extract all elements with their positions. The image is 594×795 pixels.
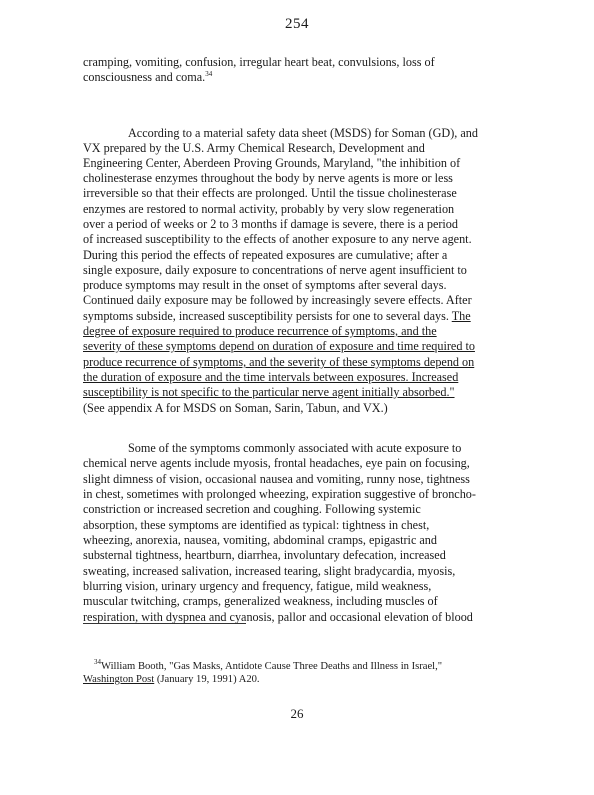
paragraph-2-line-12: Continued daily exposure may be followed by increasingly severe effects. After (83, 293, 472, 307)
page-number-top: 254 (285, 16, 309, 32)
paragraph-2-line-10: single exposure, daily exposure to concentrations of nerve agent insufficient to (83, 263, 467, 277)
footnote-line-1 (94, 658, 443, 673)
paragraph-2-line-8: of increased susceptibility to the effects of another exposure to any nerve agent. (83, 232, 472, 246)
paragraph-3-line-7: wheezing, anorexia, nausea, vomiting, abdominal cramps, epigastric and (83, 533, 437, 547)
paragraph-2-line-2: VX prepared by the U.S. Army Chemical Research, Development and (83, 141, 425, 155)
footnote-divider (83, 623, 246, 624)
underlined-quote-line-3: produce recurrence of symptoms, and the severity of these symptoms depend on (83, 355, 475, 369)
footnote-date: (January 19, 1991) A20. (154, 674, 260, 685)
paragraph-3-line-6: absorption, these symptoms are identified as typical: tightness in chest, (83, 518, 430, 532)
paragraph-3-line-4: in chest, sometimes with prolonged wheezing, expiration suggestive of broncho- (83, 487, 476, 501)
paragraph-2-closing-line: (See appendix A for MSDS on Soman, Sarin, Tabun, and VX.) (83, 401, 388, 415)
paragraph-1-line-2 (83, 70, 212, 84)
paragraph-3-line-1: Some of the symptoms commonly associated with acute exposure to (128, 441, 462, 455)
footnote-marker: 34 (94, 658, 101, 666)
paragraph-3-line-10: blurring vision, urinary urgency and frequency, fatigue, mild weakness, (83, 579, 432, 593)
underlined-quote-line-2: severity of these symptoms depend on duration of exposure and time required to (83, 339, 475, 353)
paragraph-3-line-3: slight dimness of vision, occasional nausea and vomiting, runny nose, tightness (83, 472, 470, 486)
paragraph-3-line-8: substernal tightness, heartburn, diarrhea, involuntary defecation, increased (83, 548, 446, 562)
underlined-quote-line-5: susceptibility is not specific to the particular nerve agent initially absorbed." (83, 385, 455, 399)
underlined-quote-start: The (451, 309, 471, 323)
underlined-quote-line-1: degree of exposure required to produce recurrence of symptoms, and the (83, 324, 437, 338)
paragraph-2-line-6: enzymes are restored to normal activity, probably by very slow regeneration (83, 202, 455, 216)
footnote-citation: William Booth, "Gas Masks, Antidote Cause Three Deaths and Illness in Israel," (101, 661, 443, 672)
paragraph-2-line-13 (83, 309, 471, 323)
paragraph-3-line-11: muscular twitching, cramps, generalized weakness, including muscles of (83, 594, 438, 608)
paragraph-1-line-2-text: consciousness and coma. (83, 70, 206, 84)
paragraph-3-line-5: constriction or increased secretion and coughing. Following systemic (83, 502, 421, 516)
paragraph-3-line-12: respiration, with dyspnea and cyanosis, pallor and occasional elevation of blood (83, 610, 473, 624)
footnote-line-2 (83, 674, 260, 686)
paragraph-2-line-13-text: symptoms subside, increased susceptibility persists for one to several days. (83, 309, 449, 323)
footnote-reference: 34 (205, 70, 213, 78)
page-number-bottom: 26 (290, 706, 304, 721)
footnote-source: Washington Post (83, 674, 155, 685)
paragraph-3-line-2: chemical nerve agents include myosis, frontal headaches, eye pain on focusing, (83, 456, 470, 470)
paragraph-2-line-4: cholinesterase enzymes throughout the body by nerve agents is more or less (83, 171, 453, 185)
paragraph-2-line-5: irreversible so that their effects are prolonged. Until the tissue cholinesterase (83, 186, 457, 200)
underlined-quote-line-4: the duration of exposure and the time intervals between exposures. Increased (83, 370, 459, 384)
paragraph-2-line-11: produce symptoms may result in the onset of symptoms after several days. (83, 278, 447, 292)
paragraph-1-line-1: cramping, vomiting, confusion, irregular heart beat, convulsions, loss of (83, 55, 435, 69)
paragraph-3-line-9: sweating, increased salivation, increased tearing, slight bradycardia, myosis, (83, 564, 456, 578)
paragraph-2-line-3: Engineering Center, Aberdeen Proving Grounds, Maryland, "the inhibition of (83, 156, 461, 170)
paragraph-2-line-7: over a period of weeks or 2 to 3 months if damage is severe, there is a period (83, 217, 458, 231)
paragraph-2-line-1: According to a material safety data sheet (MSDS) for Soman (GD), and (128, 126, 478, 140)
paragraph-2-line-9: During this period the effects of repeated exposures are cumulative; after a (83, 248, 448, 262)
